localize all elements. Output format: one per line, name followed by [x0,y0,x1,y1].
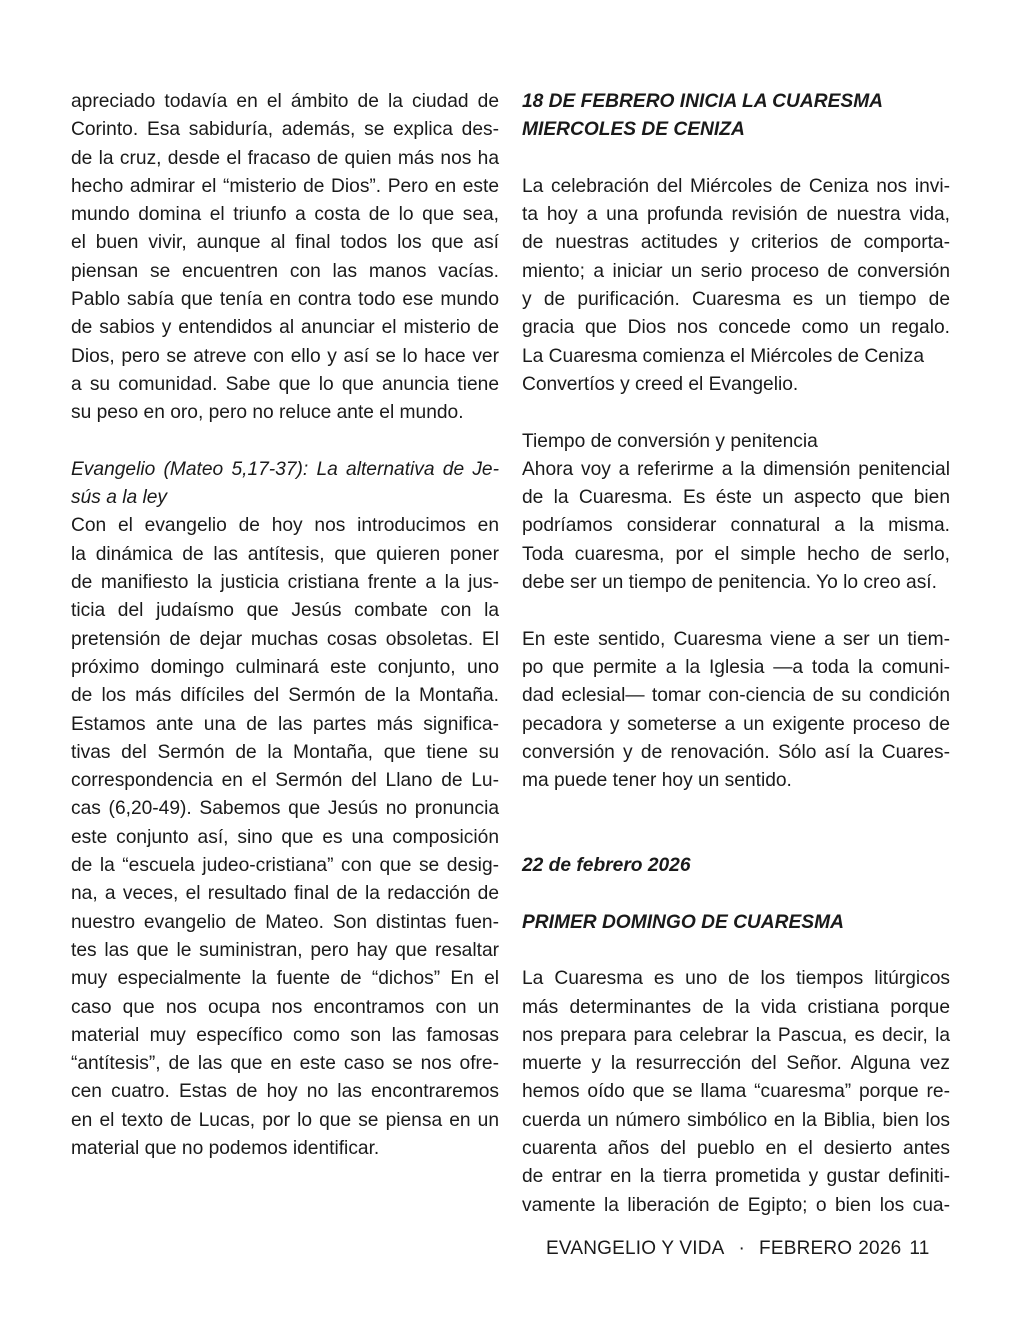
text-line: La celebración del Miércoles de Ceniza nos invi- [522,175,950,197]
text-line: de la “escuela judeo-cristiana” con que se desig- [71,855,499,877]
page-number: 11 [909,1238,930,1259]
text-line: hemos oído que se llama “cuaresma” porque re- [522,1081,950,1103]
text-line: cen cuatro. Estas de hoy no las encontraremos [71,1081,499,1103]
text-line: pretensión de dejar muchas cosas obsoletas. El [71,628,499,650]
text-line: Tiempo de conversión y penitencia [522,430,818,452]
text-line: Con el evangelio de hoy nos introducimos en [71,515,499,537]
text-line: Toda cuaresma, por el simple hecho de serlo, [522,543,950,565]
text-line: de la cruz, desde el fracaso de quien más nos ha [71,147,499,169]
text-line: Dios, pero se atreve con ello y así se lo hace ver [71,345,499,367]
issue-month: FEBRERO [759,1238,853,1259]
text-line: debe ser un tiempo de penitencia. Yo lo creo así. [522,572,937,594]
text-line: Corinto. Esa sabiduría, además, se explica des- [71,119,499,141]
paragraph-ceniza [522,173,950,399]
heading-line: sús a la ley [71,487,167,509]
text-line: Pablo sabía que tenía en contra todo ese mundo [71,289,499,311]
text-line: mundo domina el triunfo a costa de lo que sea, [71,204,499,226]
text-line: Estamos ante una de las partes más significa- [71,713,499,735]
text-line: a su comunidad. Sabe que lo que anuncia tiene [71,373,499,395]
paragraph-evangelio [71,512,499,1163]
text-line: na, a veces, el resultado final de la redacción de [71,883,499,905]
text-line: cuarenta años del pueblo en el desierto antes [522,1137,950,1159]
left-column [71,88,499,1163]
paragraph-gap [522,597,950,625]
text-line: de la Cuaresma. Es éste un aspecto que bien [522,487,950,509]
text-line: caso que nos ocupa nos encontramos con un [71,996,499,1018]
paragraph-pablo [71,88,499,428]
text-line: La Cuaresma es uno de los tiempos litúrgicos [522,968,950,990]
text-line: correspondencia en el Sermón del Llano de Lu- [71,770,499,792]
paragraph-gap [522,824,950,852]
text-line: próximo domingo culminará este conjunto, uno [71,656,499,678]
section-heading-primer-domingo: PRIMER DOMINGO DE CUARESMA [522,911,844,933]
text-line: tivas del Sermón de la Montaña, que tiene su [71,741,499,763]
text-line: Ahora voy a referirme a la dimensión penitencial [522,458,950,480]
text-line: de entrar en la tierra prometida y gustar definiti- [522,1166,950,1188]
heading-line: Evangelio (Mateo 5,17-37): La alternativa de Je- [71,458,499,480]
text-line: y de purificación. Cuaresma es un tiempo de [522,289,950,311]
text-line: su peso en oro, pero no reluce ante el mundo. [71,402,464,424]
text-line: Convertíos y creed el Evangelio. [522,373,799,395]
right-column [522,88,950,1220]
text-line: podríamos considerar connatural a la misma. [522,515,950,537]
paragraph-primer-domingo [522,965,950,1220]
text-line: tes las que le suministran, pero hay que resaltar [71,939,499,961]
text-line: La Cuaresma comienza el Miércoles de Ceniza [522,345,925,367]
text-line: En este sentido, Cuaresma viene a ser un tiem- [522,628,950,650]
text-line: nuestro evangelio de Mateo. Son distintas fuen- [71,911,499,933]
text-line: conversión y de renovación. Sólo así la Cuares- [522,741,950,763]
text-line: de manifiesto la justicia cristiana frente a la jus- [71,572,499,594]
text-line: el buen vivir, aunque al final todos los que así [71,232,499,254]
text-line: pecadora y someterse a un exigente proceso de [522,713,950,735]
text-line: más determinantes de la vida cristiana porque [522,996,950,1018]
paragraph-gap [522,795,950,823]
text-line: cuerda un número simbólico en la Biblia, bien los [522,1109,950,1131]
section-heading-evangelio [71,456,499,513]
text-line: muerte y la resurrección del Señor. Alguna vez [522,1053,950,1075]
section-heading-cuaresma [522,88,950,145]
text-line: ticia del judaísmo que Jesús combate con la [71,600,499,622]
text-line: nos prepara para celebrar la Pascua, es decir, la [522,1024,950,1046]
text-line: ta hoy a una profunda revisión de nuestra vida, [522,204,950,226]
paragraph-gap [522,145,950,173]
heading-line: MIERCOLES DE CENIZA [522,119,745,141]
text-line: hecho admirar el “misterio de Dios”. Pero en este [71,175,499,197]
text-line: ma puede tener hoy un sentido. [522,770,792,792]
text-line: po que permite a la Iglesia —a toda la comuni- [522,656,950,678]
text-line: de nuestras actitudes y criterios de comporta- [522,232,950,254]
issue-year: 2026 [858,1238,902,1259]
text-line: dad eclesial— tomar con-ciencia de su condición [522,685,950,707]
text-line: piensan se encuentren con las manos vacías. [71,260,499,282]
text-line: de los más difíciles del Sermón de la Montaña. [71,685,499,707]
paragraph-gap [522,937,950,965]
text-line: este conjunto así, sino que es una composición [71,826,499,848]
publication-name: EVANGELIO Y VIDA [546,1238,725,1259]
paragraph-gap [522,880,950,908]
paragraph-penitencia [522,428,950,598]
text-line: en el texto de Lucas, por lo que se piensa en un [71,1109,499,1131]
text-line: de sabios y entendidos al anunciar el misterio de [71,317,499,339]
text-line: “antítesis”, de las que en este caso se nos ofre- [71,1053,499,1075]
text-line: material muy específico como son las famosas [71,1024,499,1046]
text-line: vamente la liberación de Egipto; o bien los cua- [522,1194,950,1216]
text-line: apreciado todavía en el ámbito de la ciudad de [71,91,499,112]
text-line: la dinámica de las antítesis, que quieren poner [71,543,499,565]
footer-separator: · [738,1238,746,1259]
text-line: gracia que Dios nos concede como un regalo. [522,317,950,339]
heading-line: 18 DE FEBRERO INICIA LA CUARESMA [522,91,884,112]
text-line: miento; a iniciar un serio proceso de conversión [522,260,950,282]
paragraph-gap [522,399,950,427]
text-line: muy especialmente la fuente de “dichos” En el [71,968,499,990]
page-footer [546,1236,956,1262]
paragraph-sentido [522,626,950,796]
text-line: cas (6,20-49). Sabemos que Jesús no pronuncia [71,798,499,820]
date-heading: 22 de febrero 2026 [522,855,691,877]
text-line: material que no podemos identificar. [71,1137,380,1159]
paragraph-gap [71,428,499,456]
